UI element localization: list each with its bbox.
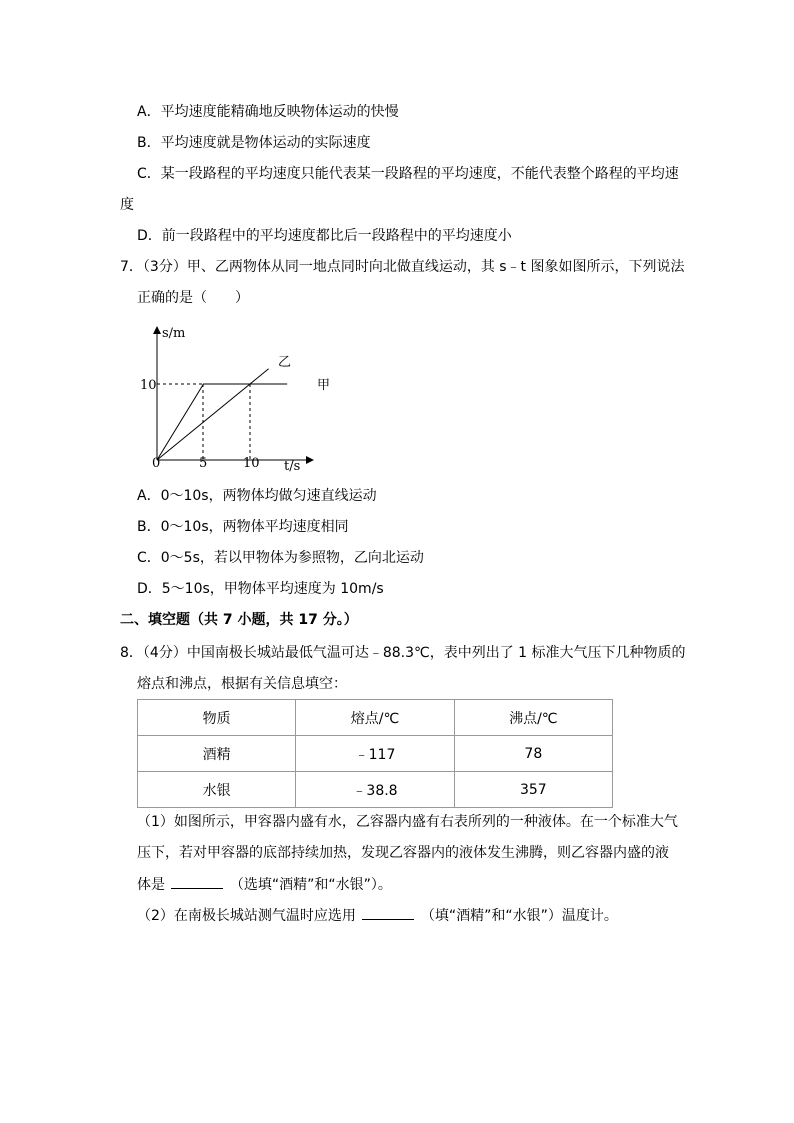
table-header-cell: 熔点/℃ [296,700,454,736]
q8-sub1-suffix: （选填“酒精”和“水银”）。 [229,877,392,893]
table-header-row [138,700,613,736]
q6-option-c-continued: 度 [120,197,134,213]
st-graph [140,320,340,475]
series-jia-label: 甲 [317,378,331,393]
table-cell: 水银 [138,772,296,808]
q8-sub2 [137,905,618,926]
x-axis-label: t/s [284,459,301,474]
q8-sub1-prefix: 体是 [137,877,165,893]
table-cell: ﹣117 [296,736,454,772]
series-yi-line [157,369,269,460]
q7-stem-continued: 正确的是（ ） [137,290,249,306]
table-row [138,772,613,808]
series-yi-label: 乙 [278,355,292,370]
q7-option-a: A．0～10s，两物体均做匀速直线运动 [137,488,377,504]
q8-sub2-suffix: （填“酒精”和“水银”）温度计。 [420,908,618,924]
q8-sub1-continued: 压下，若对甲容器的底部持续加热，发现乙容器内的液体发生沸腾，则乙容器内盛的液 [137,845,669,861]
table-header-cell: 物质 [138,700,296,736]
y-tick-10: 10 [140,378,157,393]
q8-stem-continued: 熔点和沸点，根据有关信息填空： [137,676,347,692]
q6-option-b: B．平均速度就是物体运动的实际速度 [137,135,371,151]
y-axis-label: s/m [162,326,186,341]
q8-stem: 8．（4分）中国南极长城站最低气温可达﹣88.3℃，表中列出了 1 标准大气压下几种物质的 [120,645,686,661]
q7-option-b: B．0～10s，两物体平均速度相同 [137,519,349,535]
section-title: 二、填空题（共 7 小题，共 17 分。） [120,612,358,628]
q7-stem: 7．（3分）甲、乙两物体从同一地点同时向北做直线运动，其 s﹣t 图象如图所示，下列说法 [120,259,685,275]
q8-sub1: （1）如图所示，甲容器内盛有水，乙容器内盛有右表所列的一种液体。在一个标准大气 [137,814,678,830]
q8-sub1-answer-line [137,874,392,895]
melting-boiling-table [137,699,613,808]
table-cell: 78 [454,736,612,772]
series-jia-line [157,384,287,460]
q6-option-c: C．某一段路程的平均速度只能代表某一段路程的平均速度，不能代表整个路程的平均速 [137,166,679,182]
q7-option-c: C．0～5s，若以甲物体为参照物，乙向北运动 [137,550,424,566]
table-cell: ﹣38.8 [296,772,454,808]
q8-sub2-prefix: （2）在南极长城站测气温时应选用 [137,908,356,924]
table-cell: 357 [454,772,612,808]
table-cell: 酒精 [138,736,296,772]
q6-option-d: D．前一段路程中的平均速度都比后一段路程中的平均速度小 [137,228,512,244]
table-row [138,736,613,772]
answer-blank-2[interactable] [362,905,414,920]
table-header-cell: 沸点/℃ [454,700,612,736]
q7-option-d: D．5～10s，甲物体平均速度为 10m/s [137,581,384,597]
q6-option-a: A．平均速度能精确地反映物体运动的快慢 [137,104,399,120]
x-tick-0: 0 [152,456,161,471]
x-tick-5: 5 [199,456,208,471]
answer-blank-1[interactable] [171,874,223,889]
x-tick-10: 10 [243,456,260,471]
